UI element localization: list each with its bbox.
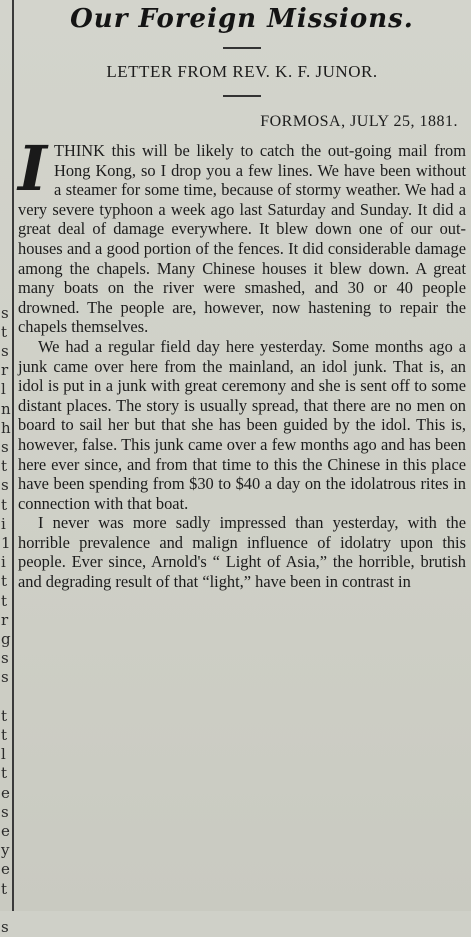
margin-letter: t: [1, 726, 8, 744]
margin-letter: y: [1, 841, 10, 860]
margin-letter: t: [1, 706, 8, 725]
margin-letter: t: [1, 495, 8, 514]
margin-letter: n: [1, 399, 11, 418]
margin-letter: s: [1, 918, 9, 936]
margin-letter: i: [1, 553, 6, 572]
margin-letter: 1: [1, 534, 11, 552]
margin-letter: l: [1, 380, 6, 399]
margin-letter: t: [1, 591, 8, 610]
dateline: FORMOSA, JULY 25, 1881.: [260, 113, 458, 130]
margin-letter: e: [1, 783, 10, 802]
margin-letter: e: [1, 822, 10, 840]
paragraph: [18, 132, 466, 337]
margin-letter: t: [1, 764, 8, 783]
rule-divider: [223, 47, 261, 49]
margin-letter: h: [1, 418, 11, 437]
margin-letter: i: [1, 514, 6, 533]
article: [18, 0, 466, 592]
margin-letter: t: [1, 457, 8, 476]
margin-letter: t: [1, 879, 8, 898]
column-divider: [12, 0, 14, 911]
margin-letter: s: [1, 438, 9, 456]
adjacent-column-fragment: [0, 0, 11, 936]
margin-letter: e: [1, 860, 10, 879]
margin-letter: r: [1, 361, 9, 380]
margin-letter: t: [1, 322, 8, 341]
margin-letter: r: [1, 610, 9, 629]
article-body: [18, 132, 466, 592]
margin-letter: s: [1, 342, 9, 360]
section-masthead: Our Foreign Missions.: [70, 4, 414, 34]
margin-letter: s: [1, 649, 9, 668]
margin-letter: t: [1, 572, 8, 591]
margin-letter: s: [1, 303, 9, 322]
margin-letter: s: [1, 802, 9, 821]
rule-divider: [223, 95, 261, 97]
paragraph: I never was more sadly impressed than yesterday, with the horrible prevalence and malign influence of idolatry upon this people. Ever since, Arnold's “ Light of Asia,” the horrible, brutish and degrading result of that “light,” have been in contrast in: [18, 513, 466, 592]
drop-cap: I: [18, 132, 48, 205]
paragraph: We had a regular field day here yesterday. Some months ago a junk came over here from the mainland, an idol junk. That is, an idol is put in a junk with great ceremony and she is sent off to some distant places. The story is usually spread, that there are no men on board to sail her but that she has been guided by the idol. This is, however, false. This junk came over a few months ago and has been here ever since, and from that time to this the Chinese in this place have been spending from $30 to $40 a day on the idolatrous rites in connection with that boat.: [18, 336, 466, 513]
letter-heading: LETTER FROM REV. K. F. JUNOR.: [106, 62, 378, 81]
paragraph-text: THINK this will be likely to catch the out-going mail from Hong Kong, so I drop you a few lines. We have been without a steamer for some time, because of stormy weather. We had a very severe typhoon a week ago last Saturday and Sunday. It did a great deal of damage everywhere. It blew down one of our out-houses and a good portion of the fences. It did considerable damage among the chapels. Many Chinese houses it blew down. A great many boats on the river were smashed, and 30 or 40 people drowned. The people are, however, now hastening to repair the chapels themselves.: [18, 141, 466, 337]
margin-letter: s: [1, 476, 9, 495]
margin-letter: l: [1, 745, 6, 764]
margin-letter: s: [1, 668, 9, 687]
margin-letter: g: [1, 630, 11, 648]
